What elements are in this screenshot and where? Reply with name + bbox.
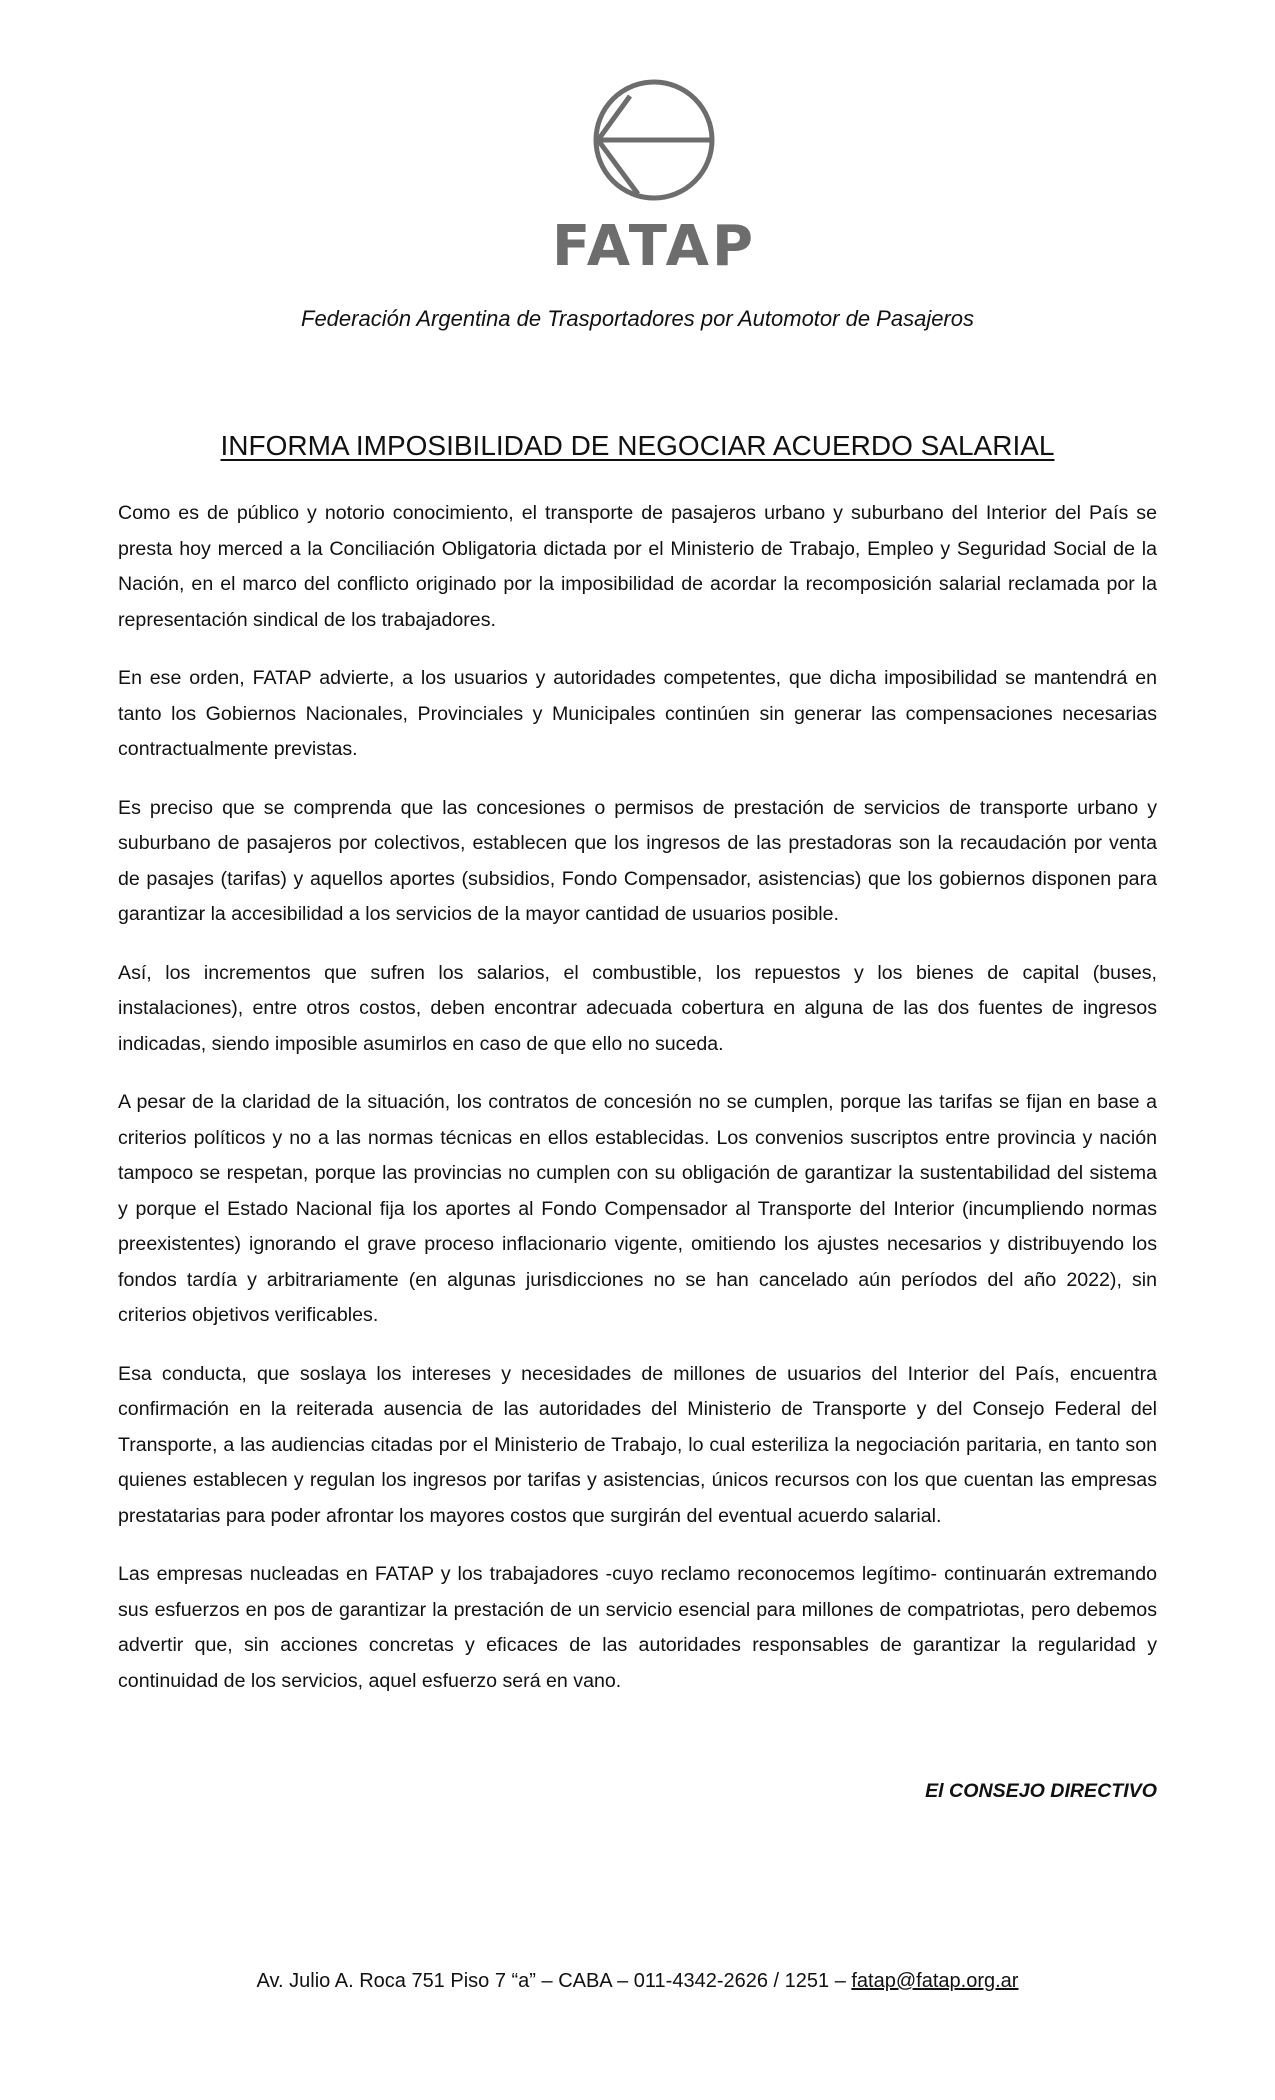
document-body [118,496,1157,1722]
paragraph-6: Esa conducta, que soslaya los intereses y necesidades de millones de usuarios del Interior del País, encuentra confirmación en la reiterada ausencia de las autoridades del Ministerio de Transporte y del Consejo Federal del Transporte, a las audiencias citadas por el Ministerio de Trabajo, lo cual esteriliza la negociación paritaria, en tanto son quienes establecen y regulan los ingresos por tarifas y asistencias, únicos recursos con los que cuentan las empresas prestatarias para poder afrontar los mayores costos que surgirán del eventual acuerdo salarial. [118,1362,1157,1527]
paragraph-7: Las empresas nucleadas en FATAP y los trabajadores -cuyo reclamo reconocemos legítimo- continuarán extremando sus esfuerzos en pos de garantizar la prestación de un servicio esencial para millones de compatriotas, pero debemos advertir que, sin acciones concretas y eficaces de las autoridades responsables de garantizar la regularidad y continuidad de los servicios, aquel esfuerzo será en vano. [118,1563,1157,1692]
paragraph-2: En ese orden, FATAP advierte, a los usuarios y autoridades competentes, que dicha imposibilidad se mantendrá en tanto los Gobiernos Nacionales, Provinciales y Municipales continúen sin generar las compensaciones necesarias contractualmente previstas. [118,667,1157,760]
document-title: INFORMA IMPOSIBILIDAD DE NEGOCIAR ACUERDO SALARIAL [220,430,1055,461]
footer-contact [0,1970,1275,1993]
organization-name: Federación Argentina de Trasportadores por Automotor de Pasajeros [301,306,974,331]
paragraph-1: Como es de público y notorio conocimiento, el transporte de pasajeros urbano y suburbano del Interior del País se presta hoy merced a la Conciliación Obligatoria dictada por el Ministerio de Trabajo, Empleo y Seguridad Social de la Nación, en el marco del conflicto originado por la imposibilidad de acordar la recomposición salarial reclamada por la representación sindical de los trabajadores. [118,502,1157,631]
paragraph-5: A pesar de la claridad de la situación, los contratos de concesión no se cumplen, porque las tarifas se fijan en base a criterios políticos y no a las normas técnicas en ellos establecidas. Los convenios suscriptos entre provincia y nación tampoco se respetan, porque las provincias no cumplen con su obligación de garantizar la sustentabilidad del sistema y porque el Estado Nacional fija los aportes al Fondo Compensador al Transporte del Interior (incumpliendo normas preexistentes) ignorando el grave proceso inflacionario vigente, omitiendo los ajustes necesarios y distribuyendo los fondos tardía y arbitrariamente (en algunas jurisdicciones no se han cancelado aún períodos del año 2022), sin criterios objetivos verificables. [118,1091,1157,1326]
fatap-logo [518,78,790,278]
paragraph-3: Es preciso que se comprenda que las concesiones o permisos de prestación de servicios de transporte urbano y suburbano de pasajeros por colectivos, establecen que los ingresos de las prestadoras son la recaudación por venta de pasajes (tarifas) y aquellos aportes (subsidios, Fondo Compensador, asistencias) que los gobiernos disponen para garantizar la accesibilidad a los servicios de la mayor cantidad de usuarios posible. [118,796,1157,925]
paragraph-4: Así, los incrementos que sufren los salarios, el combustible, los repuestos y los bienes de capital (buses, instalaciones), entre otros costos, deben encontrar adecuada cobertura en alguna de las dos fuentes de ingresos indicadas, siendo imposible asumirlos en caso de que ello no suceda. [118,961,1157,1055]
fatap-logo-text: FATAP [551,214,757,278]
footer-email-link[interactable]: fatap@fatap.org.ar [851,1970,1019,1992]
signature: El CONSEJO DIRECTIVO [925,1780,1157,1802]
footer-address: Av. Julio A. Roca 751 Piso 7 “a” – CABA – 011-4342-2626 / 1251 – [256,1970,852,1992]
fatap-logo-icon [518,78,790,278]
